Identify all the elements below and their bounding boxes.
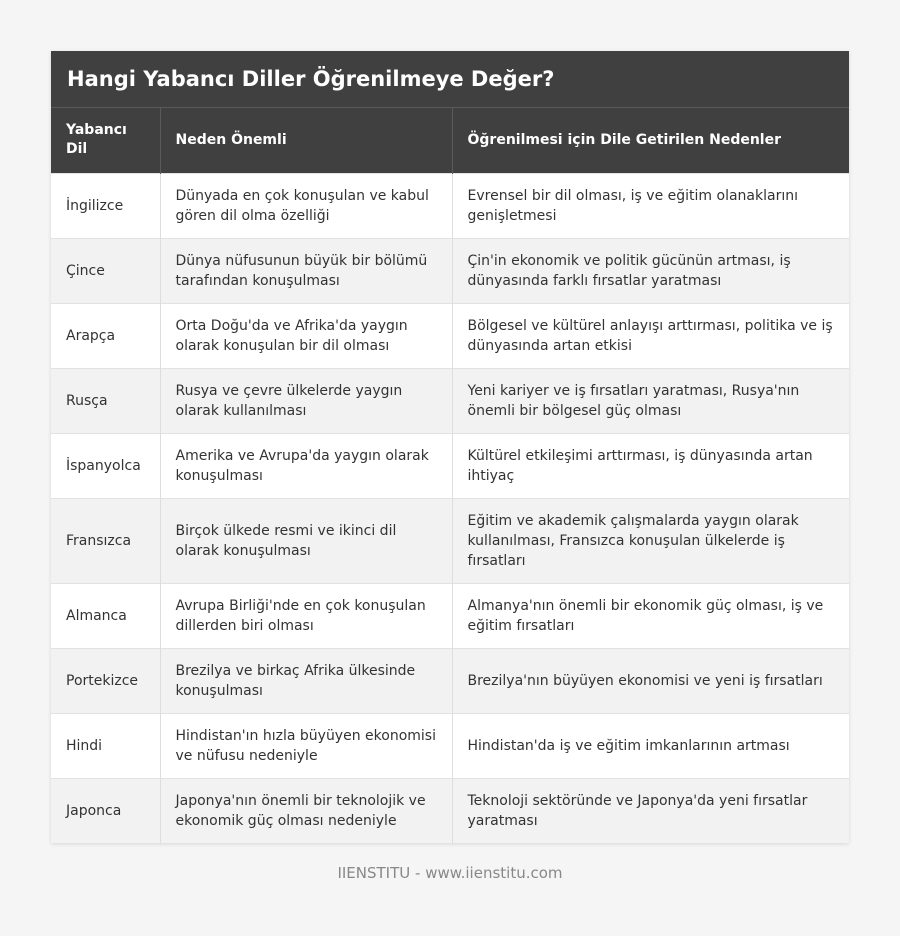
table-title: Hangi Yabancı Diller Öğrenilmeye Değer? <box>51 51 849 108</box>
table-row <box>51 648 849 713</box>
table-row <box>51 303 849 368</box>
cell-reasons: Evrensel bir dil olması, iş ve eğitim olanaklarını genişletmesi <box>452 173 849 238</box>
cell-importance: Brezilya ve birkaç Afrika ülkesinde konuşulması <box>160 648 452 713</box>
cell-language: Japonca <box>51 778 160 843</box>
table-row <box>51 498 849 583</box>
table-row <box>51 713 849 778</box>
table-row <box>51 583 849 648</box>
table-row <box>51 173 849 238</box>
cell-reasons: Yeni kariyer ve iş fırsatları yaratması, Rusya'nın önemli bir bölgesel güç olması <box>452 368 849 433</box>
cell-language: Hindi <box>51 713 160 778</box>
cell-importance: Orta Doğu'da ve Afrika'da yaygın olarak konuşulan bir dil olması <box>160 303 452 368</box>
cell-importance: Dünya nüfusunun büyük bir bölümü tarafından konuşulması <box>160 238 452 303</box>
cell-reasons: Brezilya'nın büyüyen ekonomisi ve yeni iş fırsatları <box>452 648 849 713</box>
header-row <box>51 108 849 173</box>
footer-credit: IIENSTITU - www.iienstitu.com <box>337 864 563 882</box>
header-importance: Neden Önemli <box>160 108 452 173</box>
cell-language: Portekizce <box>51 648 160 713</box>
cell-reasons: Kültürel etkileşimi arttırması, iş dünyasında artan ihtiyaç <box>452 433 849 498</box>
cell-language: Arapça <box>51 303 160 368</box>
cell-reasons: Hindistan'da iş ve eğitim imkanlarının artması <box>452 713 849 778</box>
cell-reasons: Bölgesel ve kültürel anlayışı arttırması, politika ve iş dünyasında artan etkisi <box>452 303 849 368</box>
header-language: Yabancı Dil <box>51 108 160 173</box>
cell-reasons: Eğitim ve akademik çalışmalarda yaygın olarak kullanılması, Fransızca konuşulan ülkelerde iş fırsatları <box>452 498 849 583</box>
cell-reasons: Teknoloji sektöründe ve Japonya'da yeni fırsatlar yaratması <box>452 778 849 843</box>
table-row <box>51 368 849 433</box>
cell-reasons: Çin'in ekonomik ve politik gücünün artması, iş dünyasında farklı fırsatlar yaratması <box>452 238 849 303</box>
cell-language: Çince <box>51 238 160 303</box>
cell-importance: Amerika ve Avrupa'da yaygın olarak konuşulması <box>160 433 452 498</box>
cell-importance: Birçok ülkede resmi ve ikinci dil olarak konuşulması <box>160 498 452 583</box>
table-card <box>51 51 849 843</box>
cell-importance: Dünyada en çok konuşulan ve kabul gören dil olma özelliği <box>160 173 452 238</box>
cell-language: Rusça <box>51 368 160 433</box>
languages-table <box>51 108 849 843</box>
cell-reasons: Almanya'nın önemli bir ekonomik güç olması, iş ve eğitim fırsatları <box>452 583 849 648</box>
cell-language: İngilizce <box>51 173 160 238</box>
cell-language: Almanca <box>51 583 160 648</box>
cell-importance: Hindistan'ın hızla büyüyen ekonomisi ve nüfusu nedeniyle <box>160 713 452 778</box>
table-row <box>51 238 849 303</box>
cell-language: Fransızca <box>51 498 160 583</box>
cell-importance: Japonya'nın önemli bir teknolojik ve ekonomik güç olması nedeniyle <box>160 778 452 843</box>
cell-importance: Rusya ve çevre ülkelerde yaygın olarak kullanılması <box>160 368 452 433</box>
cell-importance: Avrupa Birliği'nde en çok konuşulan dillerden biri olması <box>160 583 452 648</box>
header-reasons: Öğrenilmesi için Dile Getirilen Nedenler <box>452 108 849 173</box>
cell-language: İspanyolca <box>51 433 160 498</box>
table-row <box>51 778 849 843</box>
table-row <box>51 433 849 498</box>
